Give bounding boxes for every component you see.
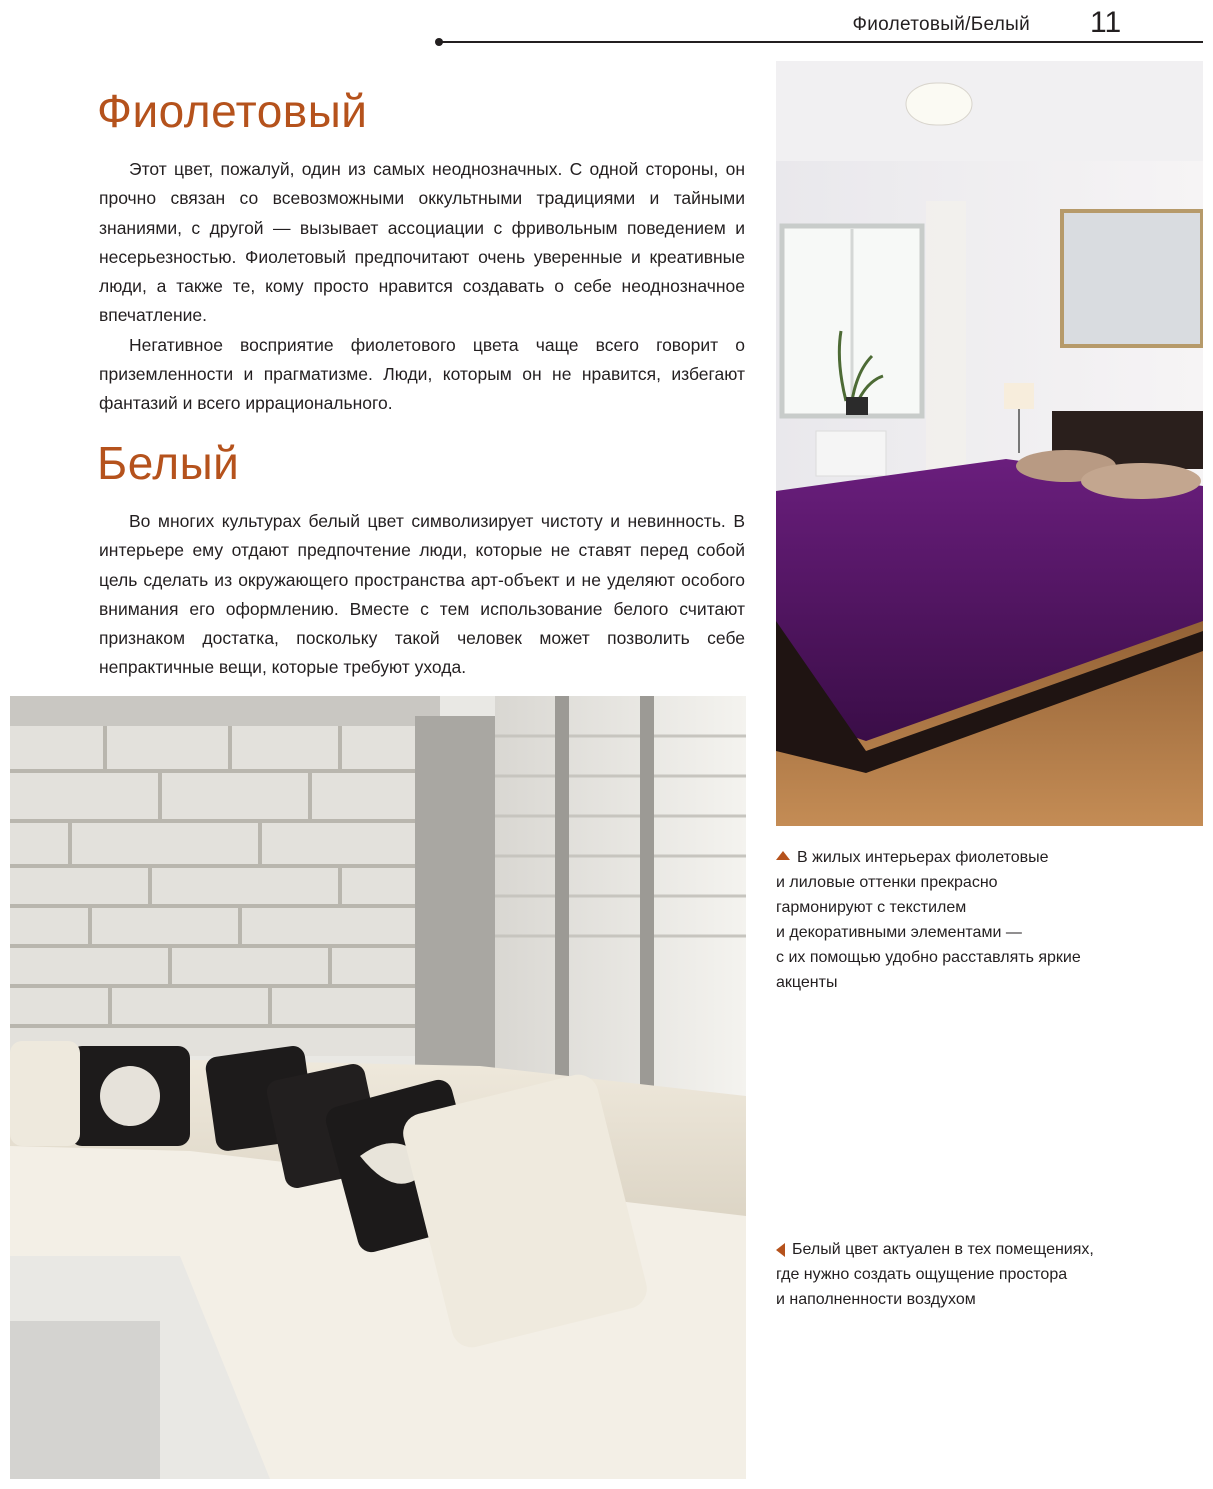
living-caption-line-2: где нужно создать ощущение простора: [776, 1266, 1068, 1283]
bedroom-photo: [776, 61, 1203, 826]
living-room-illustration: [10, 696, 746, 1479]
ceiling-soffit: [10, 696, 440, 726]
violet-paragraph-1: Этот цвет, пожалуй, один из самых неоднозначных. С одной стороны, он прочно связан со всевозможными оккультными традициями и тайными знаниями, с другой — вызывает ассоциации с фривольным поведением и несерьезностью. Фиолетовый предпочитают очень уверенные и креативные люди, а также те, кому просто нравится создавать о себе неоднозначное впечатление.: [99, 159, 745, 326]
bedroom-illustration: [776, 61, 1203, 826]
cushion-cream-left: [10, 1041, 80, 1146]
bedroom-caption: [776, 845, 1196, 995]
bedside-lamp: [1004, 383, 1034, 409]
pillow-right: [1081, 463, 1201, 499]
stone-wall: [10, 726, 420, 1056]
violet-body-text: [99, 155, 745, 419]
living-caption-line-1: Белый цвет актуален в тех помещениях,: [792, 1241, 1094, 1258]
bedroom-caption-line-3: гармонируют с текстилем: [776, 899, 967, 916]
page-number: 11: [1090, 6, 1122, 39]
ceiling-lamp: [906, 83, 972, 125]
header-rule-dot: [435, 38, 443, 46]
radiator: [816, 431, 886, 476]
living-room-caption: [776, 1237, 1196, 1312]
living-room-photo: [10, 696, 746, 1479]
white-paragraph-1: Во многих культурах белый цвет символизирует чистоту и невинность. В интерьере ему отдают предпочтение люди, которые не ставят перед собой цель сделать из окружающего пространства арт-объект и не уделяют особого внимания его оформлению. Вместе с тем использование белого считают признаком достатка, поскольку такой человек может позволить себе непрактичные вещи, которые требуют ухода.: [99, 511, 745, 678]
curtain: [926, 201, 966, 481]
living-caption-line-3: и наполненности воздухом: [776, 1291, 976, 1308]
bedroom-caption-line-4: и декоративными элементами —: [776, 924, 1022, 941]
wall-niche-edge: [415, 716, 495, 1076]
caption-arrow-up-icon: [776, 851, 790, 860]
caption-arrow-left-icon: [776, 1243, 785, 1257]
bedroom-ceiling: [776, 61, 1203, 171]
window-blinds: [495, 696, 746, 1116]
running-title: Фиолетовый/Белый: [852, 14, 1030, 35]
coffee-table: [10, 1321, 160, 1479]
heading-violet: Фиолетовый: [97, 85, 368, 137]
bedroom-caption-line-5: с их помощью удобно расставлять яркие: [776, 949, 1081, 966]
heading-white: Белый: [97, 437, 240, 489]
bedroom-caption-line-1: В жилых интерьерах фиолетовые: [797, 849, 1049, 866]
header-rule: [440, 41, 1203, 43]
white-body-text: [99, 507, 745, 683]
violet-paragraph-2: Негативное восприятие фиолетового цвета чаще всего говорит о приземленности и прагматизме. Люди, которым он не нравится, избегают фантазий и всего иррационального.: [99, 334, 745, 414]
bedroom-caption-line-6: акценты: [776, 974, 838, 991]
wall-mirror: [1062, 211, 1202, 346]
bedroom-caption-line-2: и лиловые оттенки прекрасно: [776, 874, 998, 891]
